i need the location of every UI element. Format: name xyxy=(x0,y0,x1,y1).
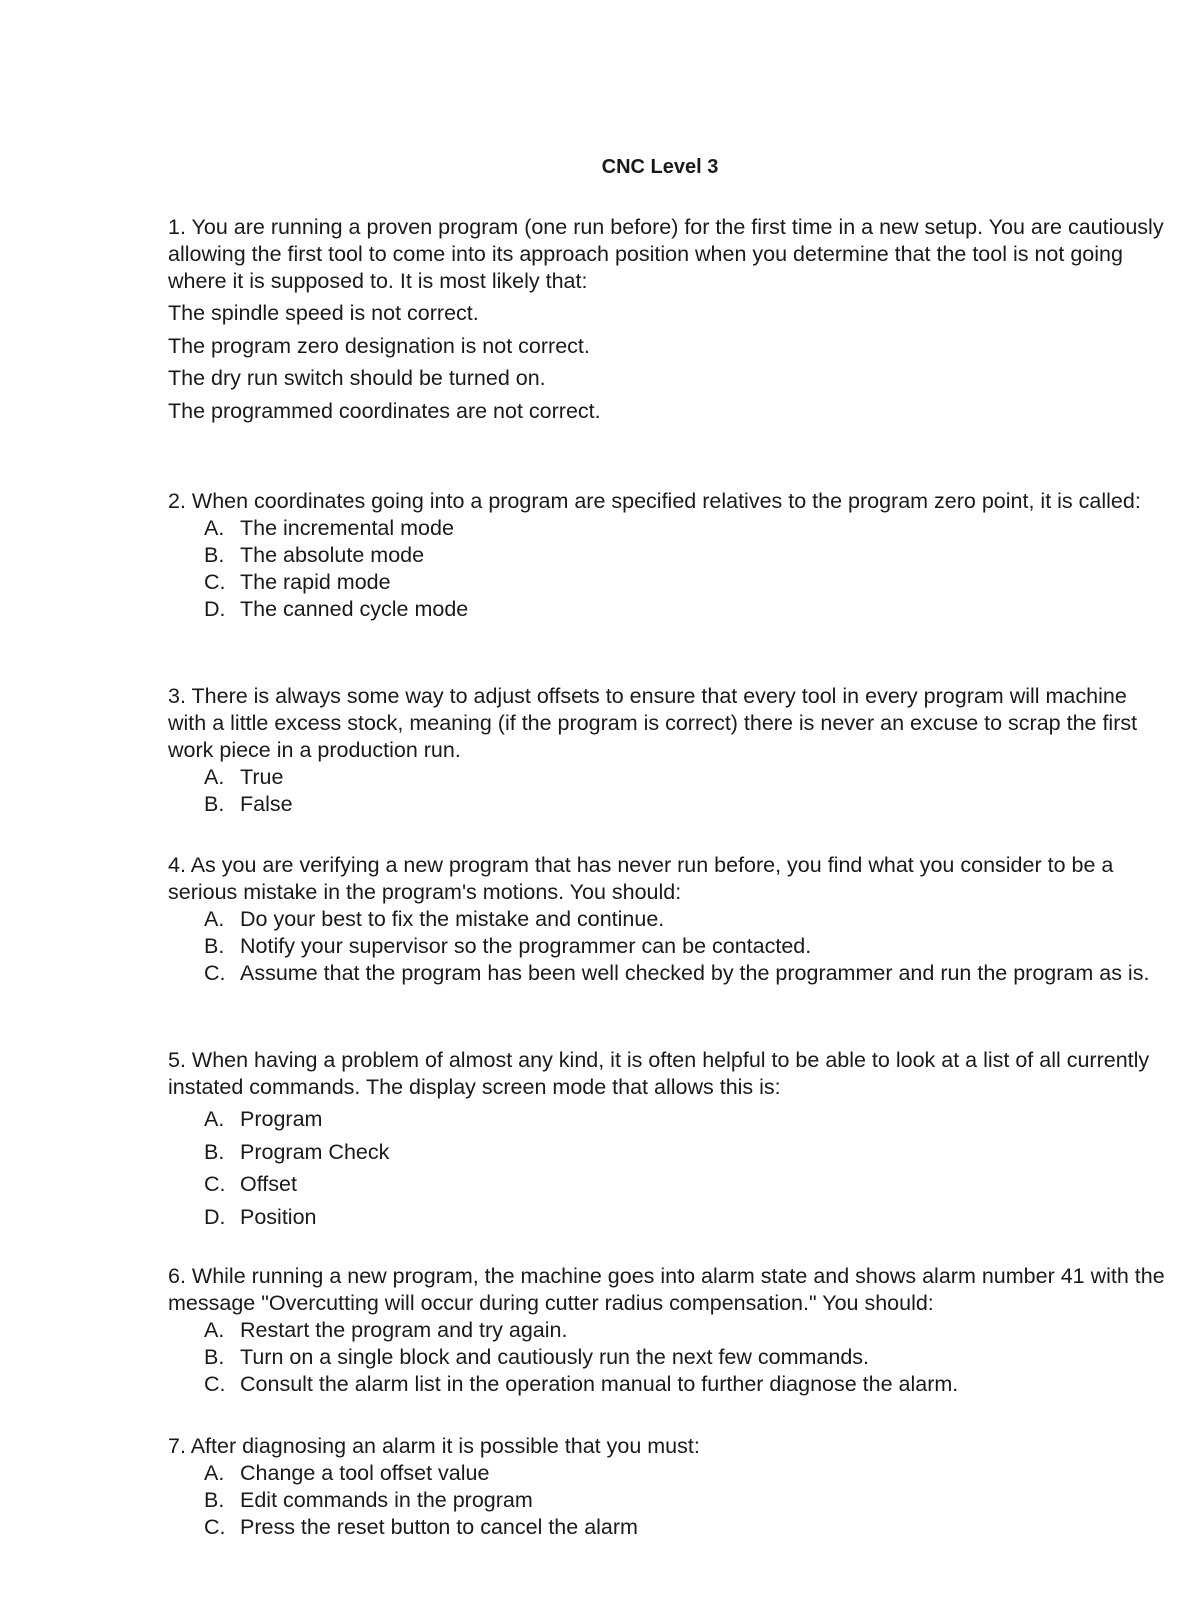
question-6 xyxy=(168,1263,1168,1398)
option-text: Program xyxy=(240,1107,323,1131)
answer-option xyxy=(168,542,1168,569)
question-3 xyxy=(168,683,1168,818)
answer-option xyxy=(168,1317,1168,1344)
option-letter: C. xyxy=(204,961,226,985)
option-letter: C. xyxy=(204,1372,226,1396)
option-letter: B. xyxy=(204,543,225,567)
option-letter: A. xyxy=(204,516,225,540)
question-stem: 2. When coordinates going into a program are specified relatives to the program zero point, it is called: xyxy=(168,489,1141,513)
answer-option xyxy=(168,933,1168,960)
answer-option xyxy=(168,596,1168,623)
question-stem: 6. While running a new program, the machine goes into alarm state and shows alarm number 41 with the message "Overcutting will occur during cutter radius compensation." You should: xyxy=(168,1264,1165,1315)
answer-list xyxy=(168,906,1168,987)
question-4 xyxy=(168,852,1168,987)
answer-option xyxy=(168,1136,1168,1169)
option-text: Consult the alarm list in the operation manual to further diagnose the alarm. xyxy=(240,1372,959,1396)
option-text: Position xyxy=(240,1204,317,1229)
option-text: Press the reset button to cancel the alarm xyxy=(240,1515,638,1539)
option-text: The canned cycle mode xyxy=(240,597,469,621)
option-letter: B. xyxy=(204,1345,225,1369)
option-letter: C. xyxy=(204,570,226,594)
question-stem: 1. You are running a proven program (one run before) for the first time in a new setup. You are cautiously allowing the first tool to come into its approach position when you determine that the tool is not going where it is supposed to. It is most likely that: xyxy=(168,215,1164,293)
answer-list xyxy=(168,1317,1168,1398)
answer-option xyxy=(168,1371,1168,1398)
option-letter: D. xyxy=(204,1204,226,1229)
option-text: Restart the program and try again. xyxy=(240,1318,568,1342)
answer-option xyxy=(168,1514,1168,1541)
answer-option xyxy=(168,1460,1168,1487)
option-text: The rapid mode xyxy=(240,570,391,594)
question-stem: 4. As you are verifying a new program that has never run before, you find what you consider to be a serious mistake in the program's motions. You should: xyxy=(168,853,1114,904)
answer-option xyxy=(168,1168,1168,1201)
answer-option: The spindle speed is not correct. xyxy=(168,301,479,325)
option-text: True xyxy=(240,765,284,789)
answer-option xyxy=(168,906,1168,933)
option-letter: C. xyxy=(204,1172,226,1196)
option-letter: B. xyxy=(204,792,225,816)
option-text: Change a tool offset value xyxy=(240,1461,490,1485)
option-letter: A. xyxy=(204,1107,225,1131)
answer-option: The program zero designation is not correct. xyxy=(168,333,590,358)
option-text: False xyxy=(240,792,293,816)
option-letter: B. xyxy=(204,934,225,958)
answer-option xyxy=(168,569,1168,596)
option-letter: A. xyxy=(204,1461,225,1485)
answer-option xyxy=(168,960,1168,987)
option-text: Offset xyxy=(240,1172,297,1196)
option-text: Assume that the program has been well checked by the programmer and run the program as is. xyxy=(240,961,1150,985)
option-text: The incremental mode xyxy=(240,516,454,540)
answer-option: The programmed coordinates are not correct. xyxy=(168,398,601,423)
option-letter: B. xyxy=(204,1488,225,1512)
option-text: Edit commands in the program xyxy=(240,1488,533,1512)
option-letter: B. xyxy=(204,1139,225,1164)
answer-list xyxy=(168,764,1168,818)
option-text: Program Check xyxy=(240,1139,390,1164)
answer-list xyxy=(168,1460,1168,1541)
question-7 xyxy=(168,1433,1168,1541)
answer-option xyxy=(168,515,1168,542)
question-5 xyxy=(168,1047,1168,1233)
question-stem: 5. When having a problem of almost any kind, it is often helpful to be able to look at a list of all currently instated commands. The display screen mode that allows this is: xyxy=(168,1048,1150,1099)
answer-option xyxy=(168,791,1168,818)
question-stem: 7. After diagnosing an alarm it is possible that you must: xyxy=(168,1434,700,1458)
option-text: Do your best to fix the mistake and continue. xyxy=(240,907,665,931)
option-letter: C. xyxy=(204,1515,226,1539)
answer-list xyxy=(168,1103,1168,1233)
option-text: The absolute mode xyxy=(240,543,425,567)
question-2 xyxy=(168,488,1168,623)
answer-option xyxy=(168,1487,1168,1514)
option-text: Notify your supervisor so the programmer can be contacted. xyxy=(240,934,812,958)
question-stem: 3. There is always some way to adjust offsets to ensure that every tool in every program will machine with a little excess stock, meaning (if the program is correct) there is never an excuse to scrap the first work piece in a production run. xyxy=(168,684,1138,762)
option-letter: A. xyxy=(204,907,225,931)
answer-option: The dry run switch should be turned on. xyxy=(168,366,546,390)
answer-option xyxy=(168,1344,1168,1371)
answer-option xyxy=(168,1201,1168,1234)
option-letter: A. xyxy=(204,765,225,789)
answer-option xyxy=(168,1103,1168,1136)
document-title: CNC Level 3 xyxy=(601,156,719,178)
option-text: Turn on a single block and cautiously run the next few commands. xyxy=(240,1345,870,1369)
answer-list xyxy=(168,515,1168,623)
answer-option xyxy=(168,764,1168,791)
question-1 xyxy=(168,214,1168,427)
option-letter: A. xyxy=(204,1318,225,1342)
option-letter: D. xyxy=(204,597,226,621)
